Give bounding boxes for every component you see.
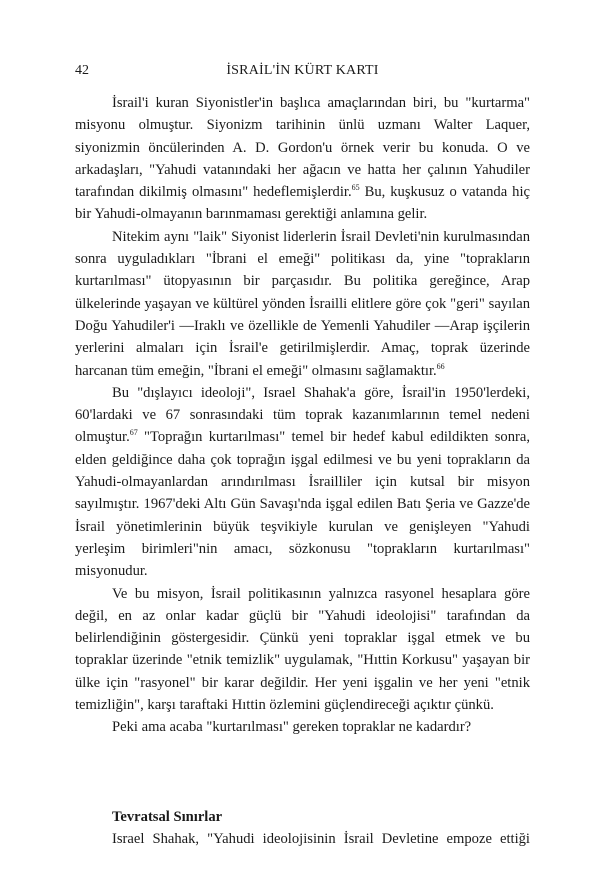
running-header <box>75 63 530 81</box>
paragraph: Nitekim aynı "laik" Siyonist liderlerin İsrail Devleti'nin kurulmasından sonra uyguladıkları "İbrani el emeği" politikası da, yine "toprakların kurtarılması" ütopyasının bir parçasıdır. Bu politika gereğince, Arap ülkelerinde yaşayan ve kültürel yönden İsrailli elitlere göre çok "geri" sayılan Doğu Yahudiler'i —Iraklı ve özellikle de Yemenli Yahudiler —Arap işçilerin yerlerini almaları için İsrail'e getirilmişlerdir. Amaç, toprak üzerinde harcanan tüm emeğin, "İbrani el emeği" olmasını sağlamaktır.$^{66}$ <box>75 228 530 379</box>
paragraph: Ve bu misyon, İsrail politikasının yalnızca rasyonel hesaplara göre değil, en az onlar kadar güçlü bir "Yahudi ideolojisi" tarafından da belirlendiğinin göstergesidir. Çünkü yeni topraklar işgal etmek ve bu topraklar üzerinde "etnik temizlik" uygulamak, "Hıttin Korkusu" yaşayan bir ülke için "rasyonel" bir karar değildir. Her yeni işgalin ve her yeni "etnik temizliğin", karşı taraftaki Hıttin özlemini güçlendireceği açıktır çünkü. <box>75 585 530 714</box>
page-number: 42 <box>75 63 89 78</box>
body-text <box>75 92 530 850</box>
running-title: İSRAİL'İN KÜRT KARTI <box>226 63 379 78</box>
footnote-ref[interactable]: 67 <box>129 428 138 438</box>
section-first-line: Israel Shahak, "Yahudi ideolojisinin İsrail Devletine empoze ettiği <box>112 830 530 847</box>
paragraph: Peki ama acaba "kurtarılması" gereken topraklar ne kadardır? <box>112 719 472 736</box>
section-heading: Tevratsal Sınırlar <box>112 808 223 825</box>
paragraph: İsrail'i kuran Siyonistler'in başlıca amaçlarından biri, bu "kurtarma" misyonu olmuştur. Siyonizm tarihinin ünlü uzmanı Walter Laquer, siyonizmin öncülerinden A. D. Gordon'u örnek verir bu konuda. O ve arkadaşları, "Yahudi vatanındaki her ağacın ve hatta her çalının Yahudiler tarafından dikilmiş olmasını" hedeflemişlerdir.$^{65}$ Bu, kuşkusuz o vatanda hiç bir Yahudi-olmayanın barınmaması gerektiği anlamına gelir. <box>75 95 531 223</box>
paragraph: Bu "dışlayıcı ideoloji", Israel Shahak'a göre, İsrail'in 1950'lerdeki, 60'lardaki ve 67 sonrasındaki tüm toprak kazanımlarının temel nedeni olmuştur.$^{67}$ "Toprağın kurtarılması" temel bir hedef kabul edildikten sonra, elden geldiğince daha çok toprağın işgal edilmesi ve bu yeni toprakların da Yahudi-olmayanlardan arındırılması İsrailliler için kutsal bir misyon sayılmıştır. 1967'deki Altı Gün Savaşı'nda işgal edilen Batı Şeria ve Gazze'de İsrail yönetimlerinin büyük teşvikiyle kurulan ve genişleyen "Yahudi yerleşim birimleri"nin amacı, sözkonusu "toprakların kurtarılması" misyonudur. <box>75 384 530 580</box>
footnote-ref[interactable]: 65 <box>351 183 360 193</box>
section-spacer <box>75 739 530 806</box>
footnote-ref[interactable]: 66 <box>436 361 445 371</box>
